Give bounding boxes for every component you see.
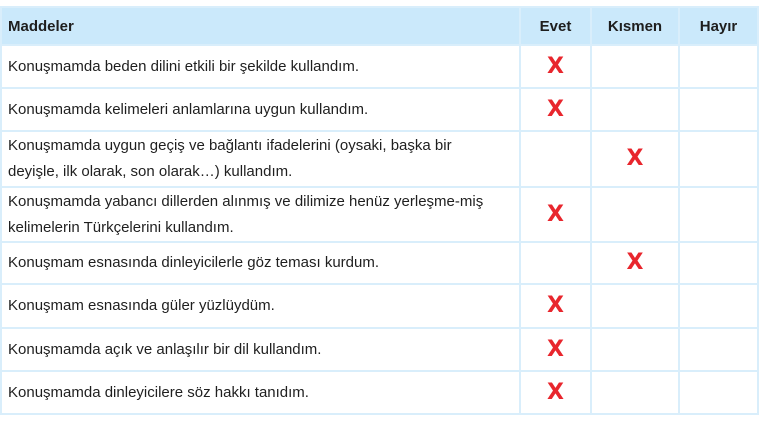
x-mark-icon: X (547, 379, 564, 405)
item-text: Konuşmamda uygun geçiş ve bağlantı ifadelerini (oysaki, başka bir deyişle, ilk olarak, son olarak…) kullandım. (1, 131, 520, 187)
x-mark-icon: X (626, 250, 644, 275)
item-text: Konuşmam esnasında güler yüzlüydüm. (1, 284, 520, 328)
cell-kismen[interactable] (591, 242, 679, 284)
cell-evet[interactable] (520, 371, 591, 414)
cell-kismen[interactable] (591, 371, 679, 414)
x-mark-icon: X (626, 146, 644, 171)
item-text: Konuşmamda dinleyicilere söz hakkı tanıdım. (1, 371, 520, 414)
cell-kismen[interactable] (591, 131, 679, 187)
cell-evet[interactable] (520, 328, 591, 371)
header-hayir: Hayır (679, 7, 758, 45)
x-mark-icon: X (547, 96, 564, 122)
table-row (1, 88, 758, 131)
x-mark-icon: X (547, 336, 564, 362)
cell-evet[interactable] (520, 242, 591, 284)
cell-evet[interactable] (520, 45, 591, 88)
cell-evet[interactable] (520, 131, 591, 187)
x-mark-icon: X (547, 53, 564, 79)
x-mark-icon: X (547, 201, 564, 227)
cell-hayir[interactable] (679, 187, 758, 242)
cell-hayir[interactable] (679, 242, 758, 284)
cell-kismen[interactable] (591, 284, 679, 328)
cell-kismen[interactable] (591, 88, 679, 131)
cell-hayir[interactable] (679, 45, 758, 88)
cell-hayir[interactable] (679, 328, 758, 371)
cell-evet[interactable] (520, 187, 591, 242)
item-text: Konuşmam esnasında dinleyicilerle göz teması kurdum. (1, 242, 520, 284)
header-evet: Evet (520, 7, 591, 45)
table-row (1, 328, 758, 371)
item-text: Konuşmamda kelimeleri anlamlarına uygun kullandım. (1, 88, 520, 131)
table-row (1, 242, 758, 284)
x-mark-icon: X (547, 293, 564, 318)
header-items: Maddeler (1, 7, 520, 45)
table-row (1, 284, 758, 328)
item-text: Konuşmamda beden dilini etkili bir şekilde kullandım. (1, 45, 520, 88)
table-row (1, 187, 758, 242)
cell-evet[interactable] (520, 284, 591, 328)
item-text: Konuşmamda açık ve anlaşılır bir dil kullandım. (1, 328, 520, 371)
cell-hayir[interactable] (679, 131, 758, 187)
self-assessment-table (0, 6, 759, 415)
cell-hayir[interactable] (679, 88, 758, 131)
table-row (1, 371, 758, 414)
cell-hayir[interactable] (679, 371, 758, 414)
cell-kismen[interactable] (591, 328, 679, 371)
header-row (1, 7, 758, 45)
header-kismen: Kısmen (591, 7, 679, 45)
table-row (1, 45, 758, 88)
cell-kismen[interactable] (591, 45, 679, 88)
table-row (1, 131, 758, 187)
cell-kismen[interactable] (591, 187, 679, 242)
cell-hayir[interactable] (679, 284, 758, 328)
cell-evet[interactable] (520, 88, 591, 131)
item-text: Konuşmamda yabancı dillerden alınmış ve dilimize henüz yerleşme-miş kelimelerin Türkçelerini kullandım. (1, 187, 520, 242)
